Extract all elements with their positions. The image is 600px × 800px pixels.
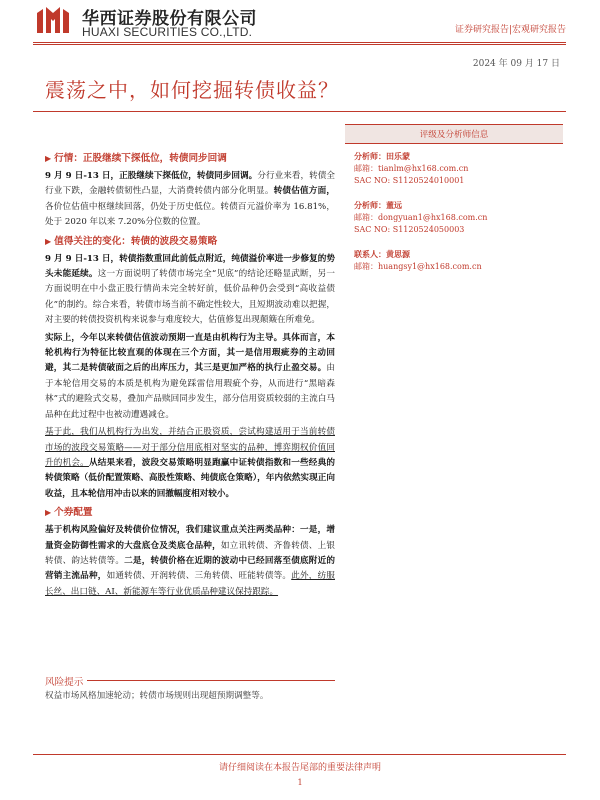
analyst-email[interactable]: 邮箱：tianlm@hx168.com.cn: [354, 164, 469, 173]
paragraph: 基于机构风险偏好及转债价位情况，我们建议重点关注两类品种：一是，增量资金防御性需求的大盘底仓及类底仓品种，如立讯转债、齐鲁转债、上银转债、韵达转债等。二是，转债价格在近期的波动中已经回落至债底附近的营销主流品种，如通转债、开润转债、三角转债、旺能转债等。此外，纺服长丝、出口链、AI、新能源车等行业优质品种建议保持跟踪。: [45, 525, 335, 597]
title-divider: [33, 111, 566, 112]
contact-card: [354, 248, 563, 273]
triangle-bullet-icon: ▶: [45, 153, 52, 163]
contact-name-line: 联系人：黄思源: [354, 249, 410, 259]
analyst-card: [354, 199, 563, 236]
analyst-card: [354, 150, 563, 187]
analyst-sidebar: [345, 124, 563, 273]
paragraph: 9 月 9 日-13 日，正股继续下探低位，转债同步回调。分行业来看，转债全行业下跌，金融转债韧性凸显，大消费转债内部分化明显。转债估值方面，各价位估值中枢继续回落，仍处于历史低位。转债百元溢价率为 16.81%，处于 2020 年以来 7.20%分位数的位置。: [45, 171, 335, 228]
analyst-sac: SAC NO: S1120524050003: [354, 225, 465, 234]
section-heading: ▶ 个券配置: [45, 507, 93, 519]
section-heading: ▶ 值得关注的变化：转债的波段交易策略: [45, 235, 218, 247]
risk-heading: 风险提示: [45, 674, 87, 688]
huaxi-logo-icon: [33, 5, 73, 35]
paragraph: 实际上，今年以来转债估值波动预期一直是由机构行为主导。具体而言，本轮机构行为特征比较直观的体现在三个方面，其一是信用瑕疵券的主动回避，其二是转债破面之后的出库压力，其三是更加严格的执行止盈交易。由于本轮信用交易的本质是机构为避免踩雷信用瑕疵个券，从而进行“黑暗森林”式的避险式交易，叠加产品赎回同步发生，部分信用资质较弱的主流白马品种在此过程中也被动遭遇减仓。: [45, 332, 335, 420]
contact-email[interactable]: 邮箱：huangsy1@hx168.com.cn: [354, 262, 482, 271]
risk-divider: [45, 680, 335, 681]
risk-text: 权益市场风格加速轮动；转债市场规则出现超预期调整等。: [45, 691, 269, 701]
sidebar-heading: 评级及分析师信息: [345, 124, 563, 144]
analyst-name-line: 分析师：董远: [354, 200, 402, 210]
report-type: 证券研究报告|宏观研究报告: [454, 25, 566, 35]
report-title: 震荡之中，如何挖掘转债收益？: [45, 78, 339, 102]
triangle-bullet-icon: ▶: [45, 507, 52, 518]
paragraph: 9 月 9 日-13 日，转债指数重回此前低点附近，纯债溢价率进一步修复的势头未能延续。这一方面说明了转债市场完全“见底”的结论还略显武断，另一方面说明在中小盘正股行情尚未完全转好前，低价品种仍会受到“高收益债化”的制约。综合来看，转债市场当前不确定性较大，且短期波动难以把握，对主要的转债投资机构来说参与难度较大，估值修复出现颠簸在所难免。: [45, 253, 335, 326]
paragraph: 基于此，我们从机构行为出发，并结合正股资质，尝试构建适用于当前转债市场的波段交易策略——对于部分信用底相对坚实的品种，博弈期权价值回升的机会。从结果来看，波段交易策略明显跑赢中证转债指数和一些经典的转债策略（低价配置策略、高股性策略、纯债底仓策略），年内依然实现正向收益，且本轮信用冲击以来的回撤幅度相对较小。: [45, 427, 335, 499]
footer-divider: [33, 754, 566, 755]
section-heading: ▶ 行情：正股继续下探低位，转债同步回调: [45, 153, 227, 164]
legal-disclaimer: 请仔细阅读在本报告尾部的重要法律声明: [218, 763, 381, 773]
page-number: 1: [297, 778, 303, 787]
report-date: 2024 年 09 月 17 日: [472, 59, 560, 69]
triangle-bullet-icon: ▶: [45, 235, 52, 246]
header-divider-secondary: [33, 44, 566, 45]
analyst-sac: SAC NO: S1120524010001: [354, 176, 465, 185]
main-content: [45, 150, 335, 602]
analyst-name-line: 分析师：田乐蒙: [354, 151, 410, 161]
analyst-email[interactable]: 邮箱：dongyuan1@hx168.com.cn: [354, 213, 488, 222]
brand-name-cn: 华西证券股份有限公司: [82, 9, 257, 29]
header-divider: [33, 42, 566, 43]
brand-name-en: HUAXI SECURITIES CO.,LTD.: [82, 25, 253, 39]
